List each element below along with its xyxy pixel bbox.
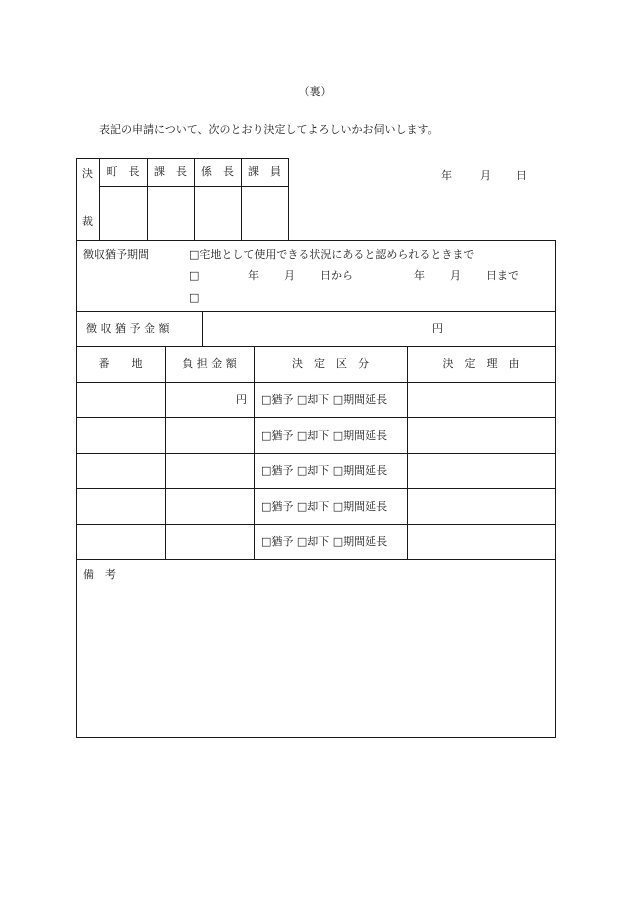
role-subsection-chief: 係 長 — [201, 165, 234, 178]
date-day: 日 — [516, 169, 527, 182]
decision-options[interactable]: □猶予 □却下 □期間延長 — [261, 429, 388, 442]
remarks-label: 備 考 — [83, 568, 116, 581]
approval-label-bottom: 裁 — [82, 215, 93, 228]
stamp-box-subsection-chief[interactable] — [195, 187, 240, 239]
approval-label-top: 決 — [82, 167, 93, 180]
burden-amount-cell[interactable]: 円 — [236, 393, 247, 406]
role-section-chief: 課 長 — [154, 165, 187, 178]
header-burden-amount: 負 担 金 額 — [182, 357, 237, 370]
decision-reason-cell[interactable] — [408, 454, 555, 488]
period-label: 徴収猶予期間 — [83, 248, 149, 261]
period-option-land-use[interactable]: □宅地として使用できる状況にあると認められるときまで — [189, 248, 475, 261]
role-mayor: 町 長 — [106, 165, 140, 178]
date-month: 月 — [480, 169, 491, 182]
header-lot-number: 番 地 — [98, 357, 143, 370]
decision-reason-cell[interactable] — [408, 383, 555, 417]
decision-options[interactable]: □猶予 □却下 □期間延長 — [261, 535, 388, 548]
period-to-month: 月 — [450, 269, 461, 282]
period-to-day: 日まで — [486, 269, 519, 282]
lot-number-cell[interactable] — [77, 525, 165, 559]
decision-reason-cell[interactable] — [408, 489, 555, 524]
amount-unit: 円 — [432, 322, 443, 335]
intro-text: 表記の申請について、次のとおり決定してよろしいかお伺いします。 — [99, 123, 439, 136]
date-year: 年 — [441, 169, 452, 182]
period-from-month: 月 — [284, 269, 295, 282]
period-option-date-range-checkbox[interactable]: □ — [189, 269, 200, 282]
stamp-box-section-chief[interactable] — [148, 187, 193, 239]
period-from-day: 日から — [320, 269, 353, 282]
stamp-box-mayor[interactable] — [100, 187, 146, 239]
header-decision-category: 決 定 区 分 — [292, 357, 369, 370]
period-to-year: 年 — [414, 269, 425, 282]
lot-number-cell[interactable] — [77, 418, 165, 453]
stamp-box-staff[interactable] — [242, 187, 287, 239]
role-staff: 課 員 — [248, 165, 281, 178]
amount-field[interactable] — [203, 312, 555, 346]
header-decision-reason: 決 定 理 由 — [442, 357, 520, 370]
amount-label: 徴 収 猶 予 金 額 — [86, 322, 170, 335]
lot-number-cell[interactable] — [77, 489, 165, 524]
decision-options[interactable]: □猶予 □却下 □期間延長 — [261, 464, 388, 477]
page-side-label: （裏） — [298, 85, 332, 98]
period-from-year: 年 — [248, 269, 259, 282]
remarks-field[interactable] — [77, 585, 555, 736]
period-option-other-checkbox[interactable]: □ — [189, 291, 200, 304]
decision-options[interactable]: □猶予 □却下 □期間延長 — [261, 393, 388, 406]
decision-reason-cell[interactable] — [408, 418, 555, 453]
lot-number-cell[interactable] — [77, 383, 165, 417]
lot-number-cell[interactable] — [77, 454, 165, 488]
decision-options[interactable]: □猶予 □却下 □期間延長 — [261, 500, 388, 513]
decision-reason-cell[interactable] — [408, 525, 555, 559]
